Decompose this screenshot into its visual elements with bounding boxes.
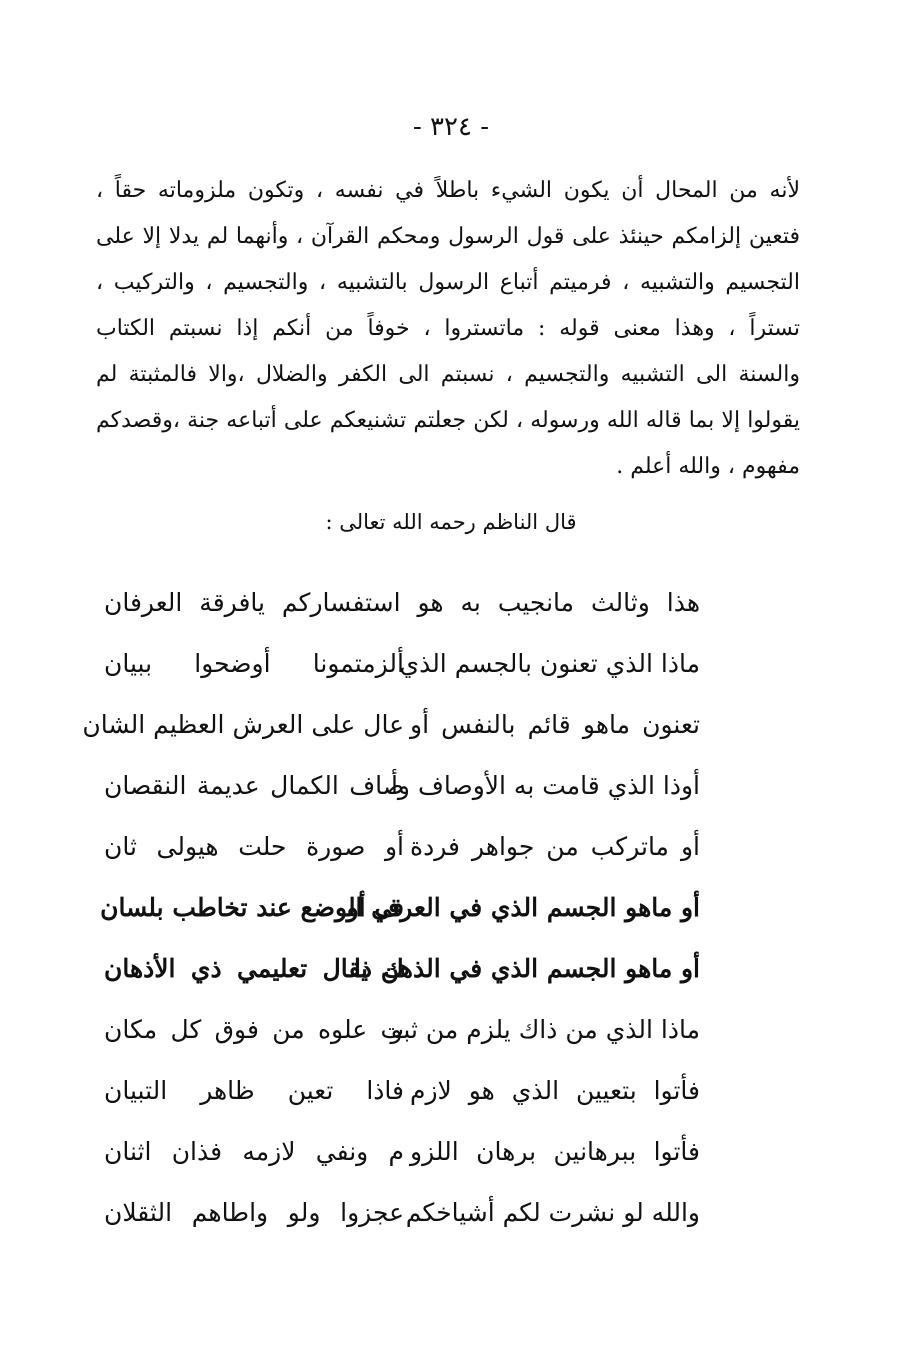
poem <box>82 572 700 1243</box>
verse-first-hemistich: أو ماتركب من جواهر فردة <box>410 832 700 861</box>
verse-full-line: هذا وثالث مانجيب به هو استفساركم يافرقة العرفان <box>104 588 700 617</box>
verse-second-hemistich: صاف الكمال عديمة النقصان <box>104 771 404 800</box>
verse-first-hemistich: والله لو نشرت لكم أشياخكم <box>405 1198 700 1227</box>
verse-second-hemistich: فاذا تعين ظاهر التبيان <box>104 1076 404 1105</box>
verse-first-hemistich: أو ماهو الجسم الذي في الذهن ذا <box>353 954 700 983</box>
verse-first-hemistich: فأتوا بتعيين الذي هو لازم <box>410 1076 700 1105</box>
verse-row <box>100 877 700 938</box>
verse-row <box>104 633 700 694</box>
prose-line: مفهوم ، والله أعلم . <box>616 454 800 479</box>
verse-row <box>104 755 700 816</box>
verse-row <box>104 1060 700 1121</box>
verse-heading: قال الناظم رحمه الله تعالى : <box>325 510 577 534</box>
verse-first-hemistich: فأتوا ببرهانين برهان اللزو <box>410 1137 700 1166</box>
verse-first-hemistich: تعنون ماهو قائم بالنفس أو <box>410 710 700 739</box>
verse-row <box>82 694 700 755</box>
verse-first-hemistich: ماذا الذي من ذاك يلزم من ثبو <box>390 1015 700 1044</box>
verse-second-hemistich: عال على العرش العظيم الشان <box>82 710 404 739</box>
verse-second-hemistich: ألزمتمونا أوضحوا ببيان <box>104 649 404 678</box>
verse-row <box>104 572 700 633</box>
verse-row <box>104 1182 700 1243</box>
prose-line: لأنه من المحال أن يكون الشيء باطلاً في نفسه ، وتكون ملزوماته حقاً ، <box>96 178 800 203</box>
verse-first-hemistich: أو ماهو الجسم الذي في العرف أو <box>346 893 700 922</box>
verse-second-hemistich: أو صورة حلت هيولى ثان <box>104 832 404 861</box>
verse-row <box>104 816 700 877</box>
verse-second-hemistich: ت علوه من فوق كل مكان <box>104 1015 404 1044</box>
verse-second-hemistich: في الوضع عند تخاطب بلسان <box>100 893 404 922</box>
verse-second-hemistich: ك يقال تعليمي ذي الأذهان <box>104 954 404 983</box>
verse-row <box>104 1121 700 1182</box>
verse-second-hemistich: م ونفي لازمه فذان اثنان <box>104 1137 404 1166</box>
prose-line: يقولوا إلا بما قاله الله ورسوله ، لكن جعلتم تشنيعكم على أتباعه جنة ،وقصدكم <box>96 408 800 433</box>
prose-line: فتعين إلزامكم حينئذ على قول الرسول ومحكم القرآن ، وأنهما لم يدلا إلا على <box>96 224 800 249</box>
verse-second-hemistich: عجزوا ولو واطاهم الثقلان <box>104 1198 404 1227</box>
verse-first-hemistich: ماذا الذي تعنون بالجسم الذي <box>399 649 700 678</box>
page-number: - ٣٢٤ - <box>412 112 490 142</box>
verse-row <box>104 999 700 1060</box>
prose-line: والسنة الى التشبيه والتجسيم ، نسبتم الى الكفر والضلال ،والا فالمثبتة لم <box>96 362 800 387</box>
verse-row <box>104 938 700 999</box>
prose-paragraph <box>96 168 800 490</box>
verse-first-hemistich: أوذا الذي قامت به الأوصاف وأ <box>390 771 700 800</box>
prose-line: التجسيم والتشبيه ، فرميتم أتباع الرسول بالتشبيه ، والتجسيم ، والتركيب ، <box>96 270 800 295</box>
prose-line: تستراً ، وهذا معنى قوله : ماتستروا ، خوفاً من أنكم إذا نسبتم الكتاب <box>96 316 800 341</box>
